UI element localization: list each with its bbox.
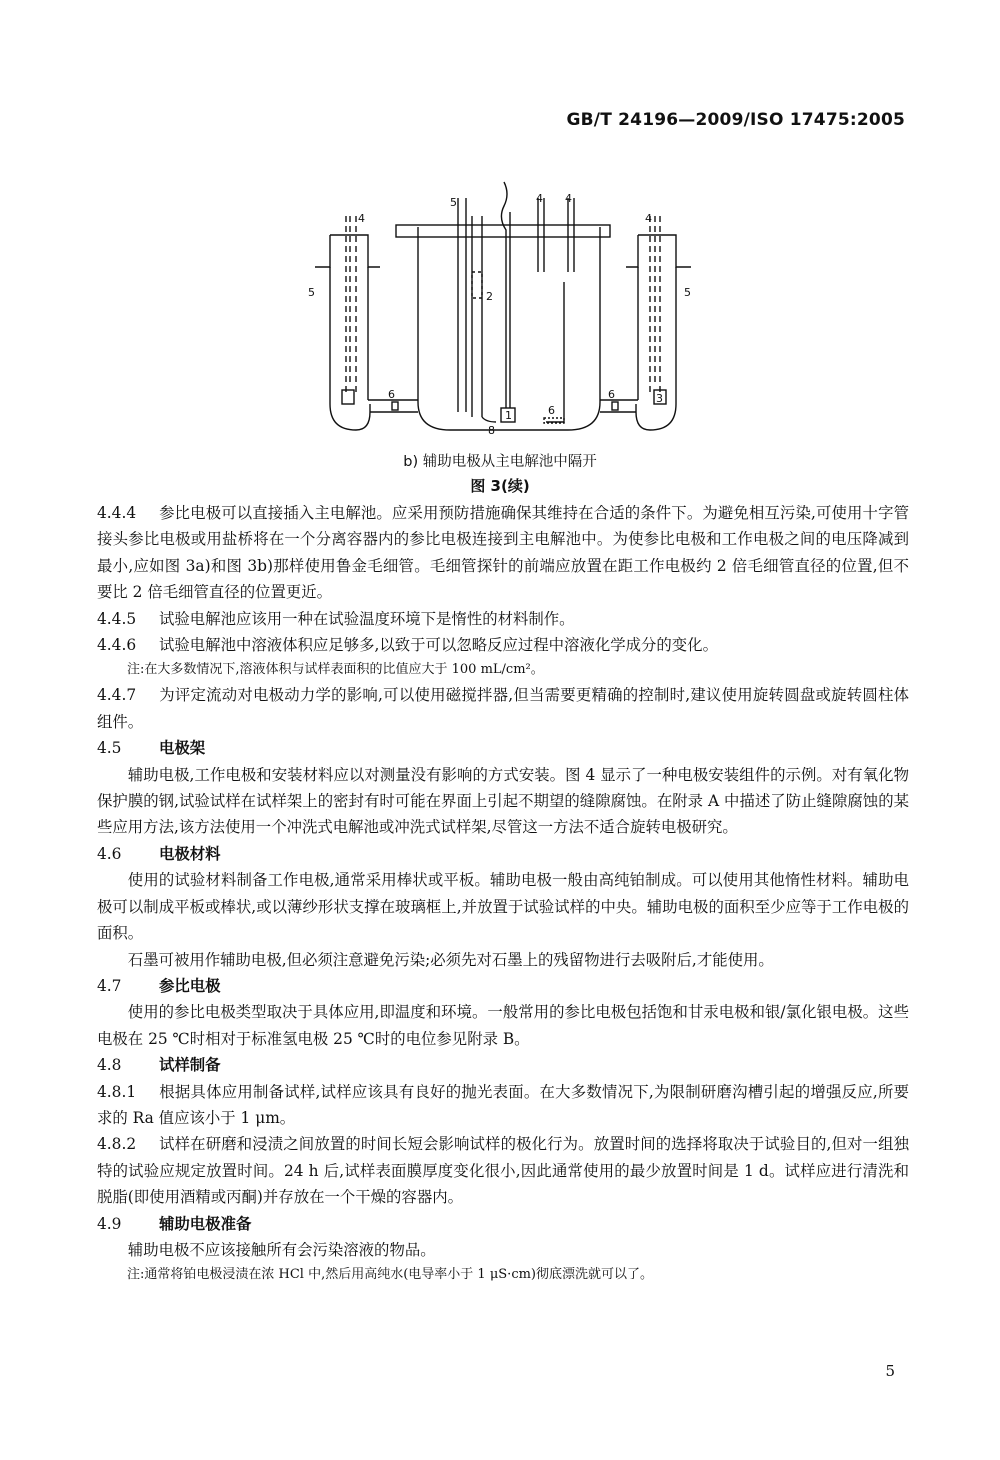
clause-4-8-1: 4.8.1 根据具体应用制备试样,试样应该具有良好的抛光表面。在大多数情况下,为限制研磨沟槽引起的增强反应,所要求的 Ra 值应该小于 1 μm。 [97, 1082, 909, 1127]
section-4-6-text-1: 使用的试验材料制备工作电极,通常采用棒状或平板。辅助电极一般由高纯铂制成。可以使用其他惰性材料。辅助电极可以制成平板或棒状,或以薄纱形状支撑在玻璃框上,并放置于试验试样的中央。辅助电极的面积至少应等于工作电极的面积。 [97, 871, 909, 943]
figure-caption: 图 3(续) [470, 477, 530, 495]
clause-4-4-5: 4.4.5 试验电解池应该用一种在试验温度环境下是惰性的材料制作。 [97, 609, 575, 628]
section-4-5-heading: 4.5 电极架 [97, 739, 206, 758]
section-4-6-heading: 4.6 电极材料 [97, 844, 221, 863]
figure-subcaption: b) 辅助电极从主电解池中隔开 [403, 454, 597, 470]
section-4-7-text: 使用的参比电极类型取决于具体应用,即温度和环境。一般常用的参比电极包括饱和甘汞电极和银/氯化银电极。这些电极在 25 ℃时相对于标准氢电极 25 ℃时的电位参见附录 B。 [97, 1003, 909, 1048]
clause-4-4-6-note: 注:在大多数情况下,溶液体积与试样表面积的比值应大于 100 mL/cm²。 [127, 662, 544, 678]
electrolytic-cell-diagram [300, 172, 720, 440]
section-4-7-heading: 4.7 参比电极 [97, 976, 221, 995]
page-number: 5 [885, 1362, 895, 1380]
label-1: 1 [505, 409, 512, 422]
label-4-right: 4 [645, 212, 652, 225]
standard-code-header: GB/T 24196—2009/ISO 17475:2005 [566, 110, 905, 130]
label-3: 3 [656, 392, 663, 405]
clause-4-4-6: 4.4.6 试验电解池中溶液体积应足够多,以致于可以忽略反应过程中溶液化学成分的变化。 [97, 636, 718, 655]
section-4-9-heading: 4.9 辅助电极准备 [97, 1214, 252, 1233]
section-4-9-note: 注:通常将铂电极浸渍在浓 HCl 中,然后用高纯水(电导率小于 1 μS·cm)彻底漂洗就可以了。 [127, 1267, 653, 1283]
section-4-9-text: 辅助电极不应该接触所有会污染溶液的物品。 [127, 1240, 436, 1259]
label-4-center-a: 4 [536, 192, 543, 205]
label-5-center: 5 [450, 196, 457, 209]
label-2: 2 [486, 290, 493, 303]
label-4-center-b: 4 [565, 192, 572, 205]
clause-4-8-2: 4.8.2 试样在研磨和浸渍之间放置的时间长短会影响试样的极化行为。放置时间的选择将取决于试验目的,但对一组独特的试验应规定放置时间。24 h 后,试样表面膜厚度变化很小,因此通常使用的最少放置时间是 1 d。试样应进行清洗和脱脂(即使用酒精或丙酮)并存放在一个干燥的容器内。 [97, 1135, 909, 1207]
label-6-right: 6 [608, 388, 615, 401]
section-4-5-text: 辅助电极,工作电极和安装材料应以对测量没有影响的方式安装。图 4 显示了一种电极安装组件的示例。对有氧化物保护膜的钢,试验试样在试样架上的密封有时可能在界面上引起不期望的缝隙腐蚀。在附录 A 中描述了防止缝隙腐蚀的某些应用方法,该方法使用一个冲洗式电解池或冲洗式试样架,尽管这一方法不适合旋转电极研究。 [97, 765, 909, 837]
document-body [97, 500, 909, 1287]
label-4-left: 4 [358, 212, 365, 225]
clause-4-4-7: 4.4.7 为评定流动对电极动力学的影响,可以使用磁搅拌器,但当需要更精确的控制时,建议使用旋转圆盘或旋转圆柱体组件。 [97, 686, 909, 731]
label-6-center: 6 [548, 404, 555, 417]
label-6-left: 6 [388, 388, 395, 401]
label-5-right: 5 [684, 286, 691, 299]
section-4-6-text-2: 石墨可被用作辅助电极,但必须注意避免污染;必须先对石墨上的残留物进行去吸附后,才能使用。 [127, 950, 774, 969]
section-4-8-heading: 4.8 试样制备 [97, 1056, 221, 1075]
clause-4-4-4: 4.4.4 参比电极可以直接插入主电解池。应采用预防措施确保其维持在合适的条件下。为避免相互污染,可使用十字管接头参比电极或用盐桥将在一个分离容器内的参比电极连接到主电解池中。为使参比电极和工作电极之间的电压降减到最小,应如图 3a)和图 3b)那样使用鲁金毛细管。毛细管探针的前端应放置在距工作电极约 2 倍毛细管直径的位置,但不要比 2 倍毛细管直径的位置更近。 [97, 504, 909, 602]
label-8: 8 [488, 424, 495, 437]
label-5-left: 5 [308, 286, 315, 299]
